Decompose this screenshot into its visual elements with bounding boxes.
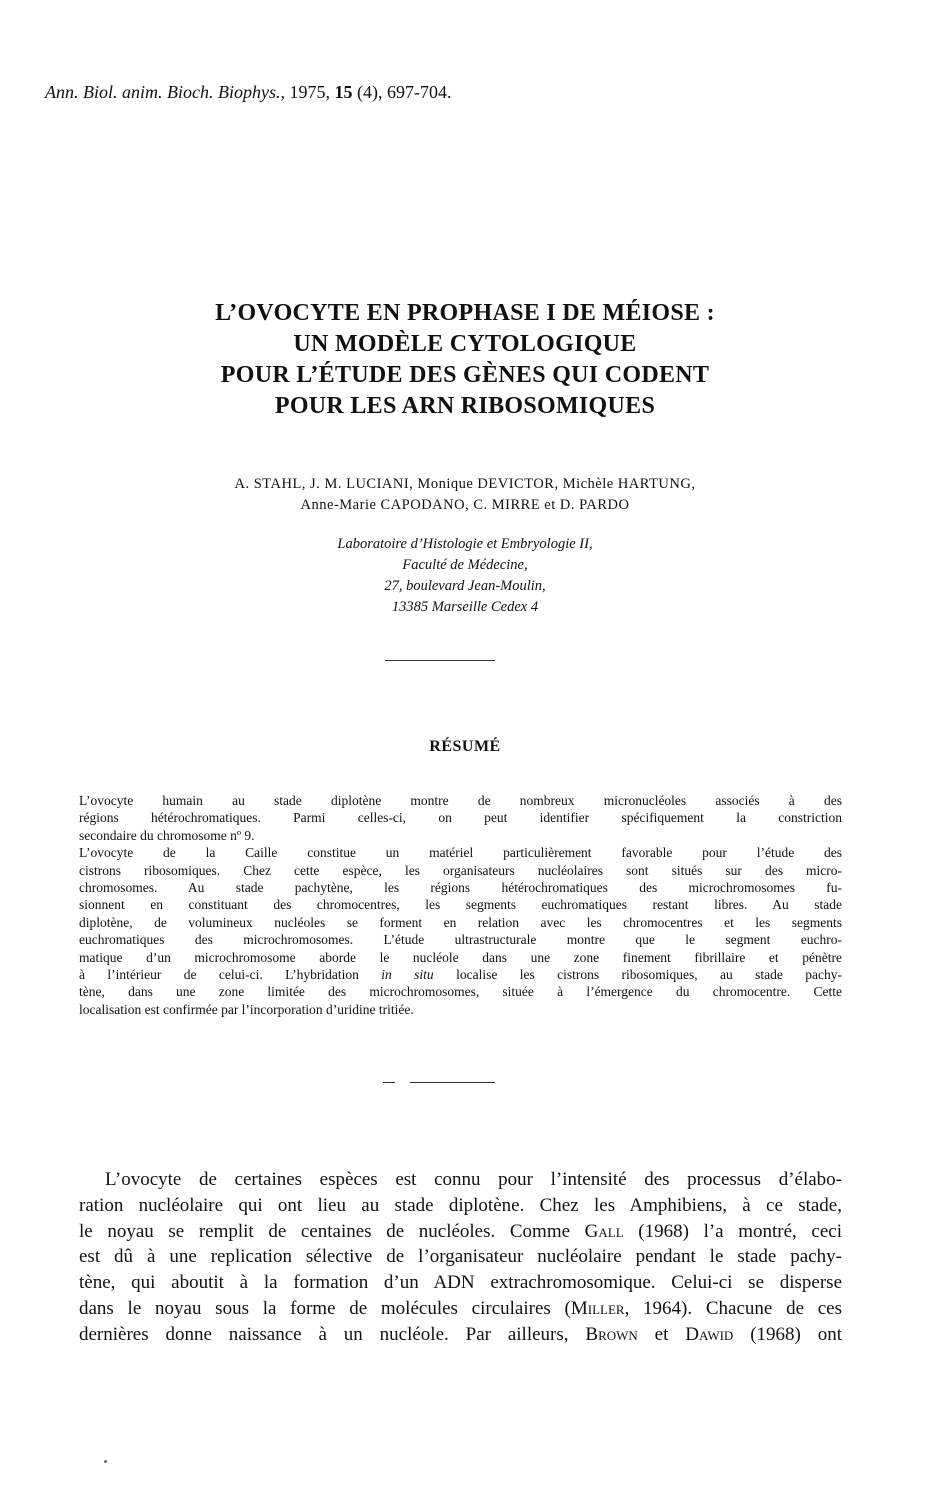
abstract-line: L’ovocyte humain au stade diplotène montre de nombreux micronucléoles associés à des — [79, 793, 842, 808]
abstract-line: secondaire du chromosome nº 9. — [79, 827, 255, 843]
body-text-span: (1968) l’a montré, ceci — [638, 1220, 843, 1242]
abstract-line-with-italic — [79, 966, 842, 983]
authors-line: Anne-Marie CAPODANO, C. MIRRE et D. PARDO — [300, 497, 630, 513]
affiliation-line: 13385 Marseille Cedex 4 — [391, 599, 539, 615]
abstract — [79, 792, 842, 1018]
body-text-span: , 1964). Chacune de ces — [624, 1297, 843, 1319]
paper-title — [100, 298, 830, 422]
abstract-line: tène, dans une zone limitée des microchromosomes, située à l’émergence du chromocentre. Cette — [79, 984, 842, 1000]
abstract-line: diplotène, de volumineux nucléoles se forment en relation avec les chromocentres et les segments — [79, 914, 842, 930]
citation — [45, 82, 451, 103]
abstract-text: localise les cistrons ribosomiques, au stade pachy- — [456, 967, 843, 983]
abstract-line: sionnent en constituant des chromocentres, les segments euchromatiques restant libres. Au stade — [79, 897, 842, 913]
body-text-span: le noyau se remplit de centaines de nucléoles. Comme — [79, 1220, 571, 1242]
issue-pages: (4), 697-704. — [356, 82, 452, 102]
body-line — [79, 1167, 842, 1193]
in-situ-term: in situ — [381, 967, 434, 983]
body-text-span: dans le noyau sous la forme de molécules circulaires ( — [79, 1297, 571, 1319]
body-text — [79, 1167, 842, 1348]
abstract-text: à l’intérieur de celui-ci. L’hybridation — [79, 967, 359, 983]
body-line — [79, 1296, 842, 1322]
body-text-span: et — [654, 1323, 669, 1345]
body-line: ration nucléolaire qui ont lieu au stade diplotène. Chez les Amphibiens, à ce stade, — [79, 1194, 842, 1216]
separator-rule-short — [383, 1082, 395, 1083]
body-line — [79, 1219, 842, 1245]
separator-rule — [385, 660, 495, 661]
title-line: POUR LES ARN RIBOSOMIQUES — [274, 393, 656, 419]
abstract-line: chromosomes. Au stade pachytène, les régions hétérochromatiques des microchromosomes fu- — [79, 880, 842, 896]
citation-brown: Brown — [585, 1323, 638, 1345]
affiliation — [100, 534, 830, 618]
resume-heading: RÉSUMÉ — [429, 738, 501, 755]
journal-name: Ann. Biol. anim. Bioch. Biophys., — [45, 82, 285, 102]
abstract-line: régions hétérochromatiques. Parmi celles-ci, on peut identifier spécifiquement la constriction — [79, 810, 842, 826]
abstract-line: L’ovocyte de la Caille constitue un matériel particulièrement favorable pour l’étude des — [79, 845, 842, 861]
body-line: tène, qui aboutit à la formation d’un ADN extrachromosomique. Celui-ci se disperse — [79, 1272, 842, 1294]
abstract-line: localisation est confirmée par l’incorporation d’uridine tritiée. — [79, 1001, 414, 1017]
title-line: L’OVOCYTE EN PROPHASE I DE MÉIOSE : — [215, 300, 715, 326]
year: 1975, — [289, 82, 330, 102]
body-text-span: dernières donne naissance à un nucléole. Par ailleurs, — [79, 1323, 569, 1345]
body-text-span: L’ovocyte de certaines espèces est connu pour l’intensité des processus d’élabo- — [105, 1169, 842, 1190]
volume: 15 — [334, 82, 353, 102]
authors-line: A. STAHL, J. M. LUCIANI, Monique DEVICTOR, Michèle HARTUNG, — [234, 476, 696, 492]
abstract-line: matique d’un microchromosome aborde le nucléole dans une zone finement fibrillaire et pénètre — [79, 949, 842, 965]
affiliation-line: 27, boulevard Jean-Moulin, — [384, 578, 546, 594]
abstract-line: cistrons ribosomiques. Chez cette espèce, les organisateurs nucléolaires sont situés sur des micro- — [79, 862, 842, 878]
title-line: POUR L’ÉTUDE DES GÈNES QUI CODENT — [220, 362, 710, 388]
body-text-span: (1968) ont — [750, 1323, 843, 1345]
affiliation-line: Faculté de Médecine, — [402, 557, 528, 573]
scan-speck — [104, 1460, 107, 1463]
authors — [80, 474, 850, 516]
citation-miller: Miller — [570, 1297, 625, 1319]
body-line: est dû à une replication sélective de l’organisateur nucléolaire pendant le stade pachy- — [79, 1246, 842, 1268]
separator-rule — [410, 1082, 495, 1083]
abstract-line: euchromatiques des microchromosomes. L’étude ultrastructurale montre que le segment euchro- — [79, 932, 842, 948]
citation-dawid: Dawid — [685, 1323, 734, 1345]
title-line: UN MODÈLE CYTOLOGIQUE — [293, 331, 637, 357]
body-line — [79, 1322, 842, 1348]
affiliation-line: Laboratoire d’Histologie et Embryologie II, — [337, 536, 593, 552]
citation-gall: Gall — [584, 1220, 624, 1242]
